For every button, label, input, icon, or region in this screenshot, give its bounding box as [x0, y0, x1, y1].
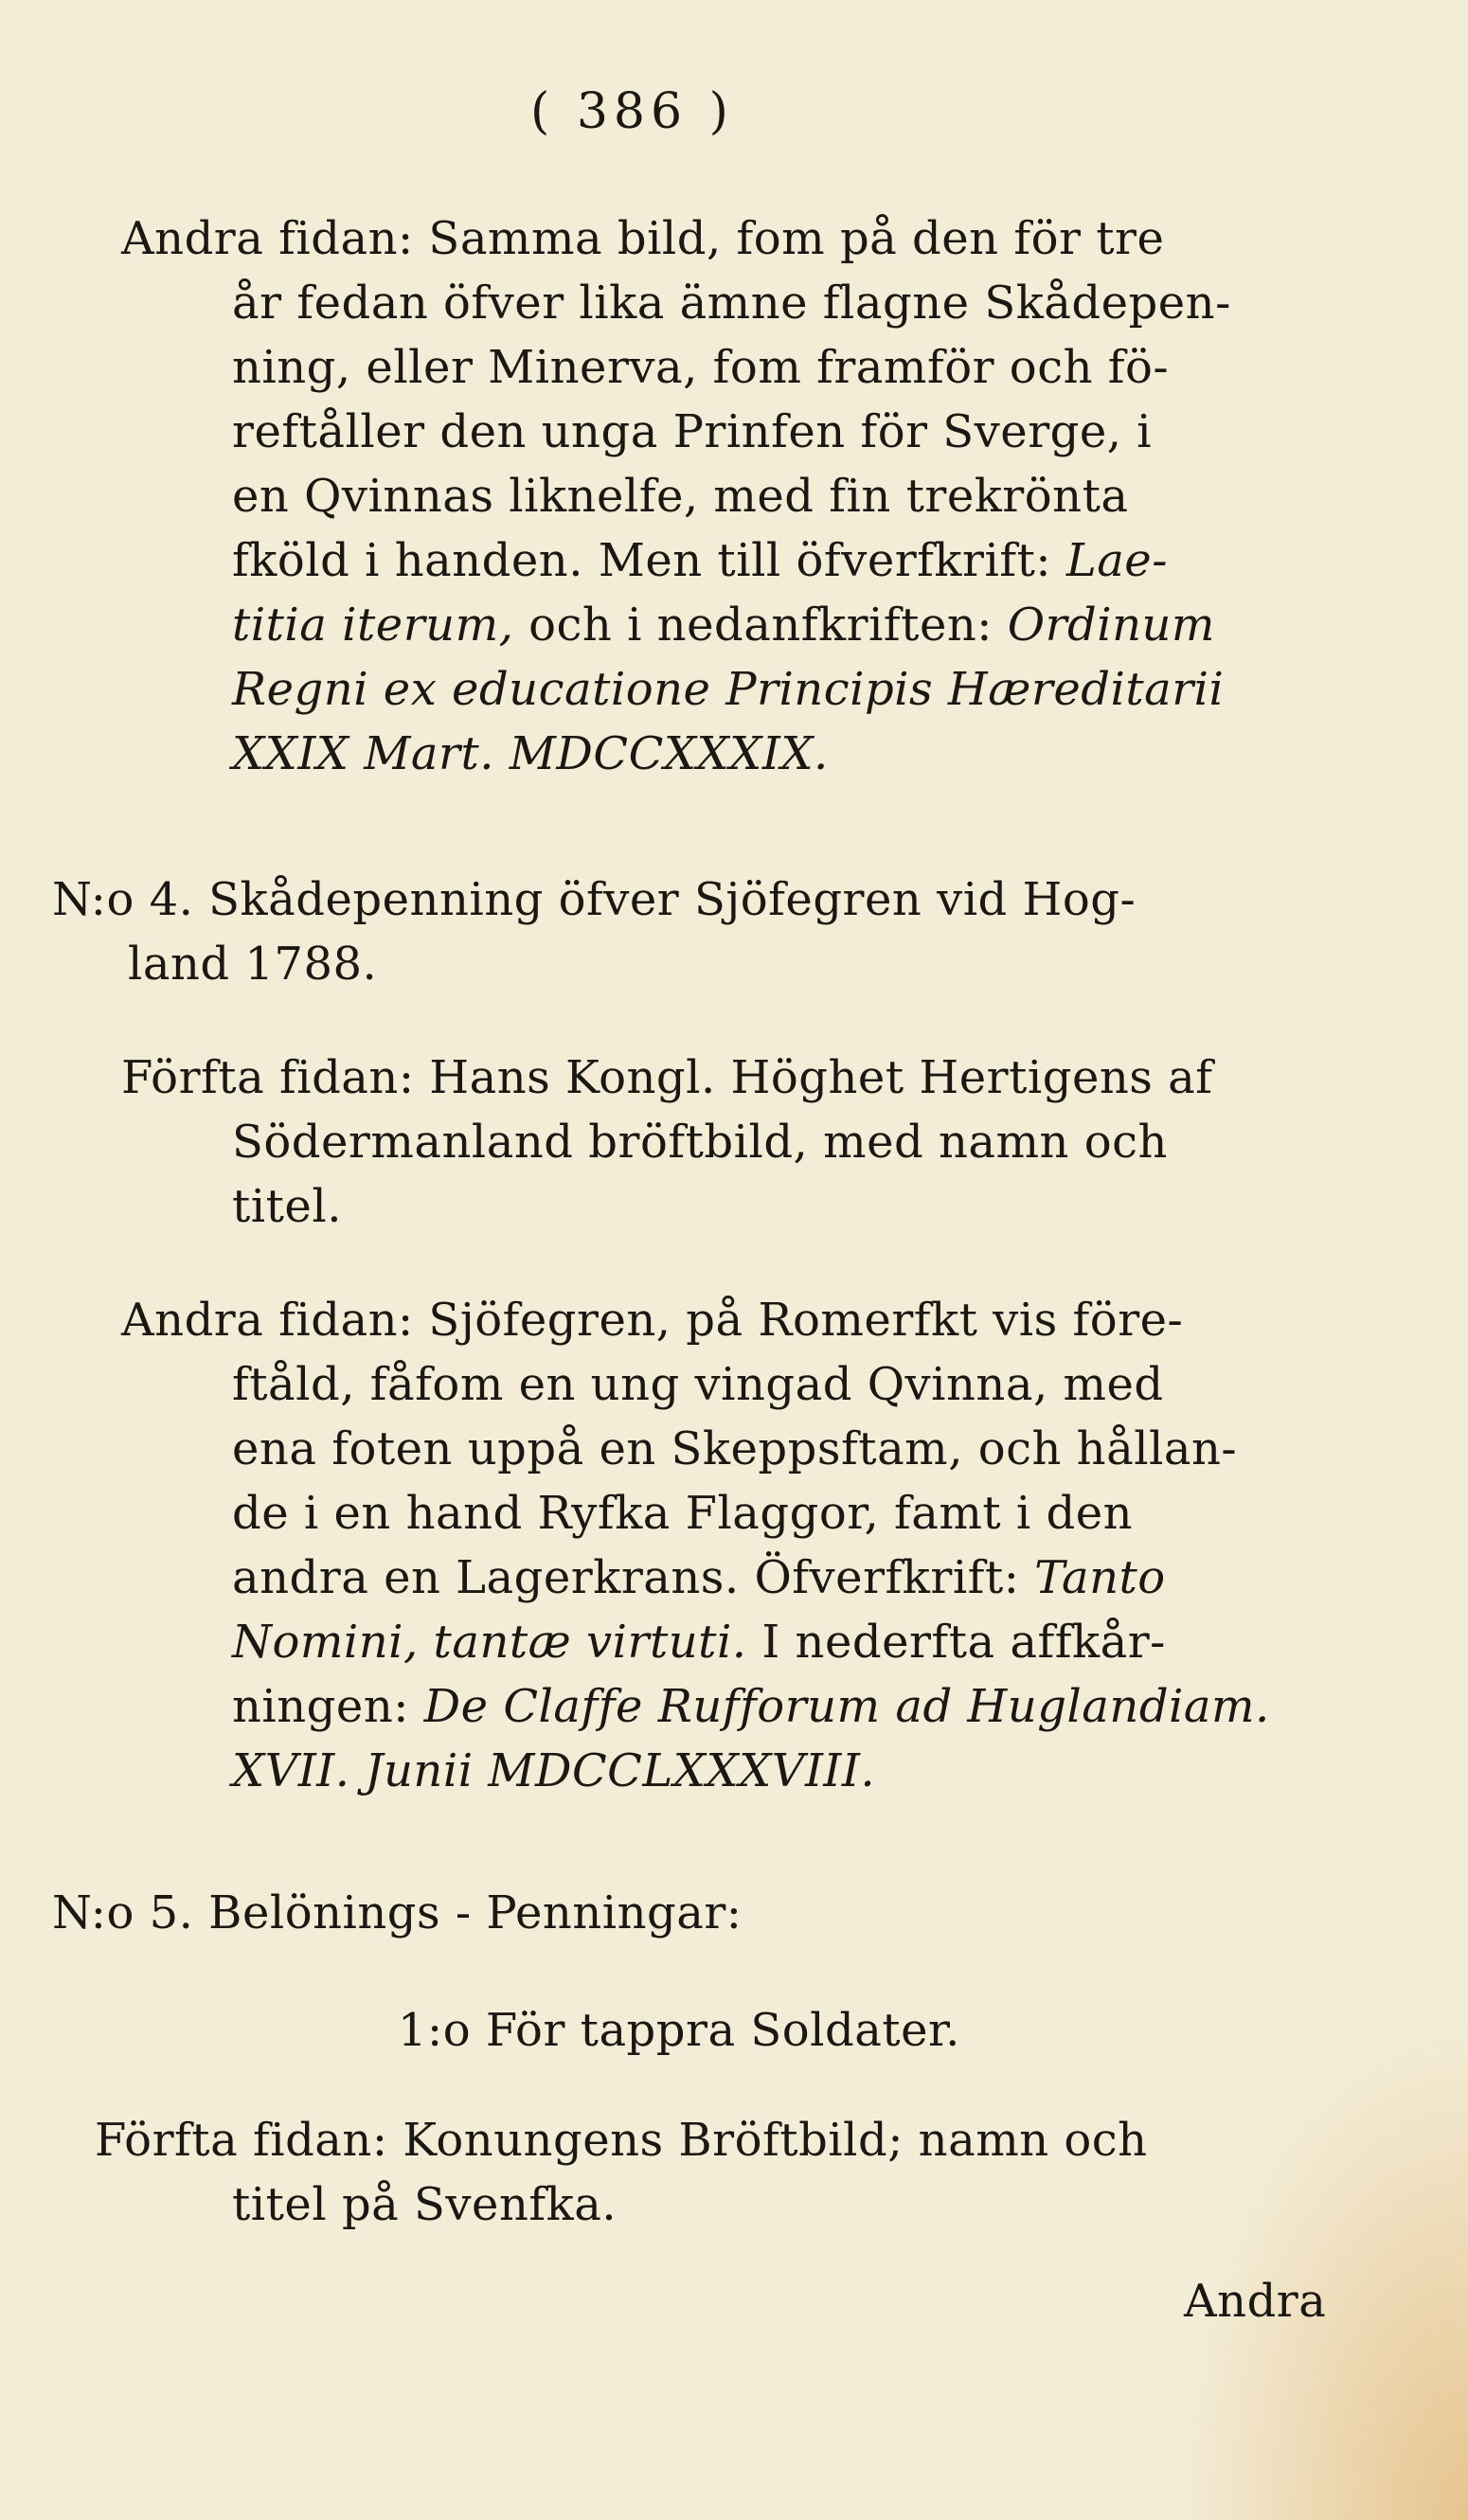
text-span: fköld i handen. Men till öfverfkrift: — [232, 534, 1052, 587]
latin-date-line: XXIX Mart. MDCCXXXIX. — [232, 727, 829, 780]
text-span: andra en Lagerkrans. Öfverfkrift: — [232, 1551, 1020, 1604]
text-line: titel på Svenfka. — [232, 2178, 618, 2231]
latin-text: titia iterum, — [232, 599, 514, 652]
latin-text: Tanto — [1034, 1551, 1166, 1604]
text-line — [232, 1678, 1270, 1735]
text-line: ftåld, fåfom en ung vingad Qvinna, med — [232, 1358, 1164, 1411]
latin-date-line: XVII. Junii MDCCLXXXVIII. — [232, 1744, 876, 1797]
text-line: Förfta fidan: Konungens Bröftbild; namn och — [95, 2114, 1148, 2167]
latin-line: Regni ex educatione Principis Hæreditarii — [232, 663, 1225, 716]
text-line: land 1788. — [128, 938, 378, 991]
text-line: titel. — [232, 1180, 342, 1233]
subheading: 1:o För tappra Soldater. — [398, 2004, 960, 2057]
text-line — [232, 597, 1215, 653]
latin-text: De Claffe Rufforum ad Huglandiam. — [423, 1680, 1270, 1733]
section-heading-no5: N:o 5. Belönings - Penningar: — [52, 1886, 743, 1939]
latin-text: Nomini, tantæ virtuti. — [232, 1616, 747, 1669]
text-line: Andra fidan: Samma bild, fom på den för tre — [121, 212, 1165, 265]
text-line: Andra fidan: Sjöfegren, på Romerfkt vis före- — [121, 1294, 1184, 1347]
text-line: ning, eller Minerva, fom framför och fö- — [232, 341, 1170, 394]
text-line: en Qvinnas liknelfe, med fin trekrönta — [232, 470, 1129, 523]
latin-text: Ordinum — [1007, 599, 1215, 652]
text-line: de i en hand Ryfka Flaggor, famt i den — [232, 1487, 1134, 1540]
text-line: reftåller den unga Prinfen för Sverge, i — [232, 405, 1153, 458]
page-number: ( 386 ) — [530, 83, 734, 140]
text-span: I nederfta affkår- — [761, 1616, 1166, 1669]
text-line — [232, 1549, 1166, 1606]
text-line: år fedan öfver lika ämne flagne Skådepen- — [232, 277, 1231, 330]
text-line — [232, 1614, 1166, 1671]
text-span: och i nedanfkriften: — [528, 599, 993, 652]
text-line — [232, 532, 1168, 589]
catchword: Andra — [1184, 2275, 1327, 2328]
section-heading-no4: N:o 4. Skådepenning öfver Sjöfegren vid Hog- — [52, 873, 1137, 926]
text-line: ena foten uppå en Skeppsftam, och hållan- — [232, 1422, 1238, 1475]
text-line: Södermanland bröftbild, med namn och — [232, 1116, 1168, 1169]
latin-text: Lae- — [1065, 534, 1168, 587]
text-span: ningen: — [232, 1680, 409, 1733]
text-line: Förfta fidan: Hans Kongl. Höghet Hertigens af — [121, 1051, 1213, 1104]
